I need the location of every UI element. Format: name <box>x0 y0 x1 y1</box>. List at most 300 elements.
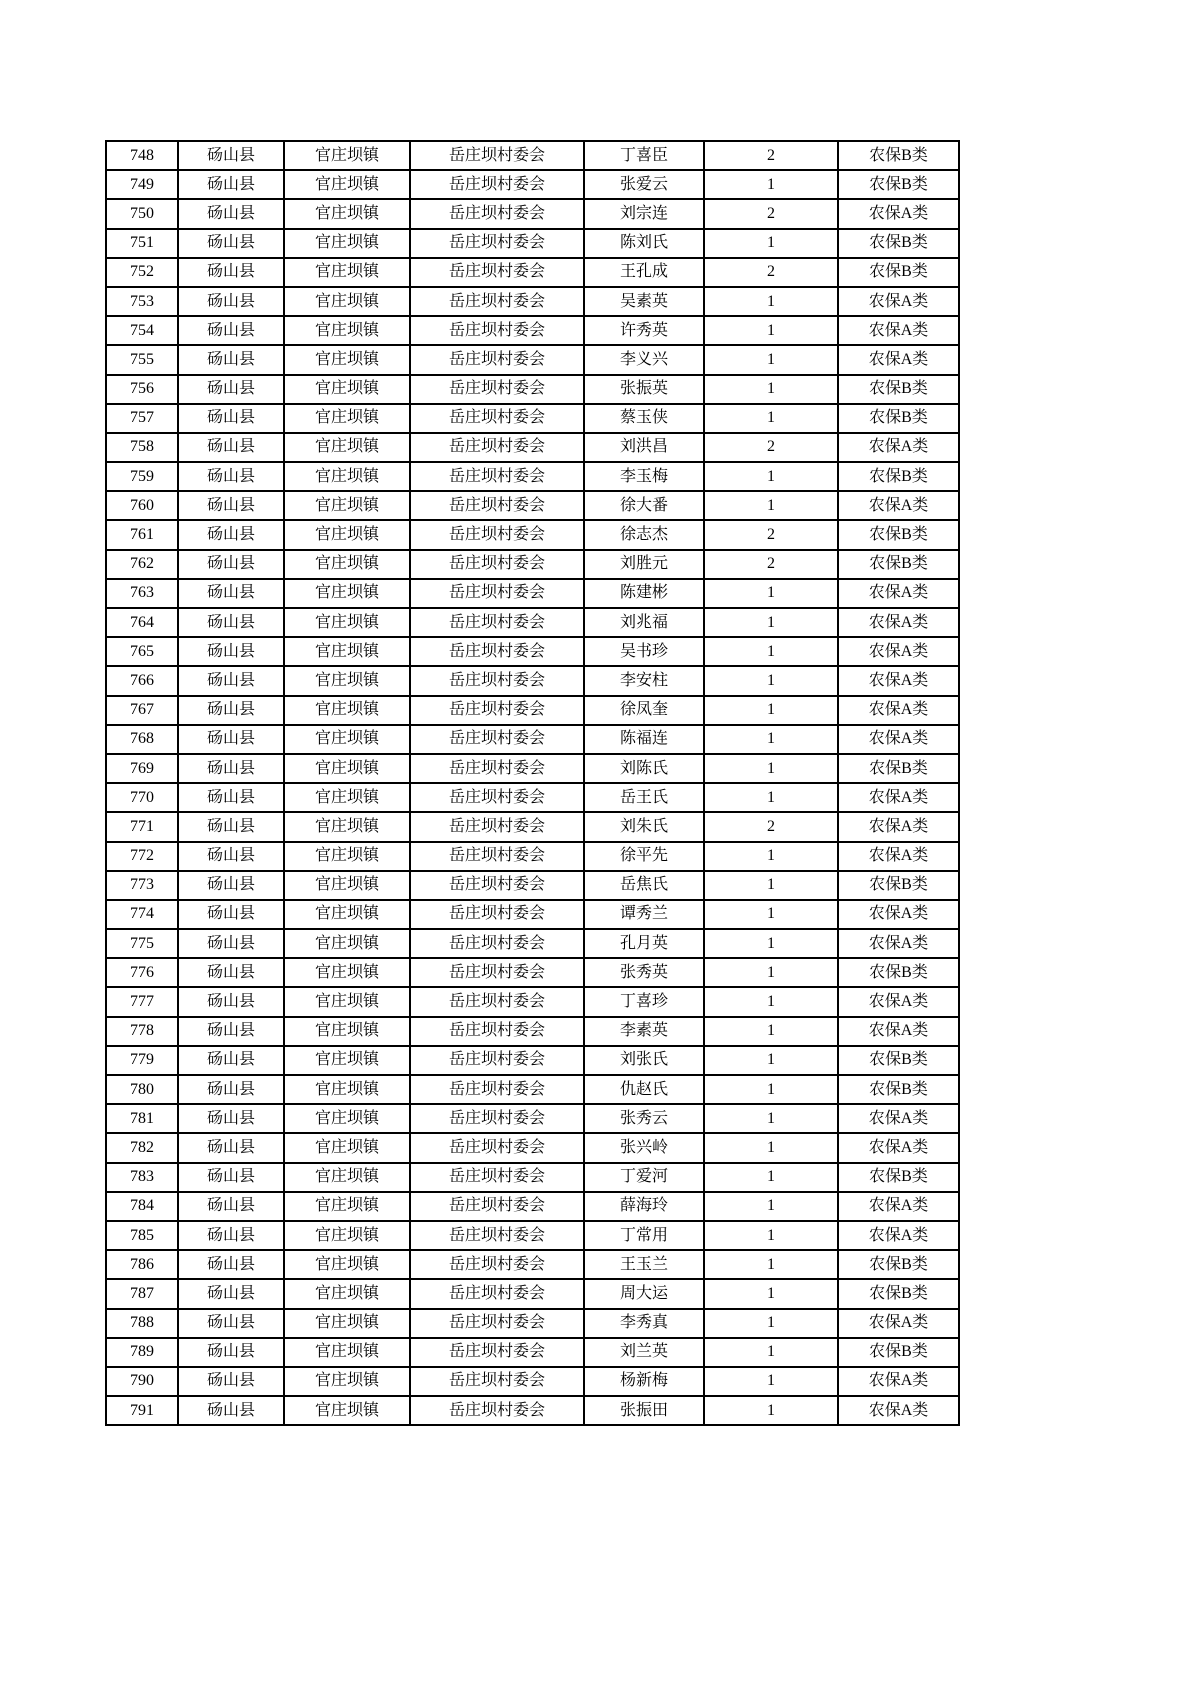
cell-county: 砀山县 <box>178 958 284 987</box>
cell-person-name: 徐凤奎 <box>584 696 704 725</box>
cell-village: 岳庄坝村委会 <box>410 929 584 958</box>
cell-town: 官庄坝镇 <box>284 783 410 812</box>
cell-serial: 778 <box>106 1017 178 1046</box>
cell-count: 1 <box>704 754 838 783</box>
cell-count: 1 <box>704 287 838 316</box>
cell-category: 农保A类 <box>838 345 959 374</box>
cell-town: 官庄坝镇 <box>284 258 410 287</box>
table-row <box>106 987 959 1016</box>
cell-town: 官庄坝镇 <box>284 520 410 549</box>
cell-serial: 780 <box>106 1075 178 1104</box>
cell-town: 官庄坝镇 <box>284 404 410 433</box>
cell-serial: 752 <box>106 258 178 287</box>
cell-person-name: 丁喜臣 <box>584 141 704 170</box>
cell-county: 砀山县 <box>178 375 284 404</box>
cell-person-name: 吴书珍 <box>584 637 704 666</box>
cell-count: 1 <box>704 987 838 1016</box>
cell-village: 岳庄坝村委会 <box>410 170 584 199</box>
cell-person-name: 周大运 <box>584 1279 704 1308</box>
cell-village: 岳庄坝村委会 <box>410 1046 584 1075</box>
cell-category: 农保A类 <box>838 842 959 871</box>
cell-county: 砀山县 <box>178 1046 284 1075</box>
cell-count: 1 <box>704 316 838 345</box>
cell-person-name: 刘胜元 <box>584 550 704 579</box>
cell-village: 岳庄坝村委会 <box>410 1221 584 1250</box>
cell-serial: 766 <box>106 666 178 695</box>
table-row <box>106 1250 959 1279</box>
cell-serial: 788 <box>106 1309 178 1338</box>
cell-serial: 790 <box>106 1367 178 1396</box>
cell-count: 1 <box>704 783 838 812</box>
cell-category: 农保B类 <box>838 1279 959 1308</box>
cell-count: 1 <box>704 1279 838 1308</box>
cell-county: 砀山县 <box>178 754 284 783</box>
cell-serial: 757 <box>106 404 178 433</box>
cell-person-name: 刘宗连 <box>584 199 704 228</box>
cell-town: 官庄坝镇 <box>284 1104 410 1133</box>
table-row <box>106 229 959 258</box>
cell-person-name: 刘张氏 <box>584 1046 704 1075</box>
cell-count: 1 <box>704 375 838 404</box>
cell-town: 官庄坝镇 <box>284 1017 410 1046</box>
table-row <box>106 900 959 929</box>
cell-category: 农保A类 <box>838 900 959 929</box>
cell-category: 农保B类 <box>838 958 959 987</box>
cell-count: 2 <box>704 812 838 841</box>
cell-category: 农保B类 <box>838 462 959 491</box>
cell-person-name: 陈刘氏 <box>584 229 704 258</box>
cell-serial: 753 <box>106 287 178 316</box>
cell-count: 1 <box>704 1017 838 1046</box>
cell-category: 农保A类 <box>838 1192 959 1221</box>
cell-person-name: 张振英 <box>584 375 704 404</box>
cell-count: 1 <box>704 1309 838 1338</box>
cell-count: 1 <box>704 725 838 754</box>
cell-serial: 751 <box>106 229 178 258</box>
cell-person-name: 孔月英 <box>584 929 704 958</box>
cell-village: 岳庄坝村委会 <box>410 1250 584 1279</box>
cell-person-name: 刘洪昌 <box>584 433 704 462</box>
table-row <box>106 1396 959 1425</box>
cell-person-name: 王玉兰 <box>584 1250 704 1279</box>
cell-serial: 791 <box>106 1396 178 1425</box>
cell-town: 官庄坝镇 <box>284 199 410 228</box>
cell-serial: 769 <box>106 754 178 783</box>
cell-village: 岳庄坝村委会 <box>410 1017 584 1046</box>
cell-category: 农保B类 <box>838 754 959 783</box>
cell-count: 1 <box>704 929 838 958</box>
table-row <box>106 550 959 579</box>
cell-village: 岳庄坝村委会 <box>410 871 584 900</box>
cell-serial: 781 <box>106 1104 178 1133</box>
cell-serial: 768 <box>106 725 178 754</box>
cell-category: 农保A类 <box>838 1309 959 1338</box>
cell-town: 官庄坝镇 <box>284 812 410 841</box>
cell-category: 农保B类 <box>838 520 959 549</box>
cell-serial: 782 <box>106 1133 178 1162</box>
cell-town: 官庄坝镇 <box>284 345 410 374</box>
cell-village: 岳庄坝村委会 <box>410 375 584 404</box>
cell-town: 官庄坝镇 <box>284 433 410 462</box>
cell-category: 农保B类 <box>838 1250 959 1279</box>
cell-category: 农保B类 <box>838 871 959 900</box>
cell-count: 2 <box>704 258 838 287</box>
cell-county: 砀山县 <box>178 1163 284 1192</box>
cell-count: 1 <box>704 404 838 433</box>
cell-village: 岳庄坝村委会 <box>410 637 584 666</box>
cell-county: 砀山县 <box>178 1279 284 1308</box>
cell-serial: 789 <box>106 1338 178 1367</box>
cell-county: 砀山县 <box>178 345 284 374</box>
cell-count: 1 <box>704 1250 838 1279</box>
cell-village: 岳庄坝村委会 <box>410 754 584 783</box>
cell-person-name: 李玉梅 <box>584 462 704 491</box>
cell-serial: 761 <box>106 520 178 549</box>
cell-category: 农保A类 <box>838 725 959 754</box>
cell-person-name: 丁喜珍 <box>584 987 704 1016</box>
table-row <box>106 1192 959 1221</box>
cell-category: 农保A类 <box>838 666 959 695</box>
table-row <box>106 170 959 199</box>
table-row <box>106 316 959 345</box>
cell-town: 官庄坝镇 <box>284 666 410 695</box>
cell-town: 官庄坝镇 <box>284 900 410 929</box>
table-row <box>106 258 959 287</box>
cell-count: 1 <box>704 842 838 871</box>
cell-count: 2 <box>704 433 838 462</box>
cell-serial: 748 <box>106 141 178 170</box>
cell-county: 砀山县 <box>178 258 284 287</box>
cell-serial: 774 <box>106 900 178 929</box>
cell-category: 农保B类 <box>838 404 959 433</box>
cell-count: 1 <box>704 637 838 666</box>
cell-serial: 786 <box>106 1250 178 1279</box>
cell-county: 砀山县 <box>178 900 284 929</box>
cell-category: 农保A类 <box>838 608 959 637</box>
cell-town: 官庄坝镇 <box>284 987 410 1016</box>
cell-serial: 785 <box>106 1221 178 1250</box>
cell-serial: 784 <box>106 1192 178 1221</box>
cell-county: 砀山县 <box>178 229 284 258</box>
cell-person-name: 李素英 <box>584 1017 704 1046</box>
table-row <box>106 1163 959 1192</box>
cell-person-name: 岳王氏 <box>584 783 704 812</box>
cell-county: 砀山县 <box>178 141 284 170</box>
cell-category: 农保A类 <box>838 1367 959 1396</box>
roster-table <box>105 140 960 1426</box>
cell-village: 岳庄坝村委会 <box>410 141 584 170</box>
cell-town: 官庄坝镇 <box>284 929 410 958</box>
cell-county: 砀山县 <box>178 1133 284 1162</box>
cell-person-name: 李安柱 <box>584 666 704 695</box>
table-row <box>106 783 959 812</box>
cell-serial: 760 <box>106 491 178 520</box>
cell-village: 岳庄坝村委会 <box>410 958 584 987</box>
cell-count: 1 <box>704 170 838 199</box>
cell-village: 岳庄坝村委会 <box>410 258 584 287</box>
cell-category: 农保A类 <box>838 929 959 958</box>
table-row <box>106 520 959 549</box>
cell-county: 砀山县 <box>178 608 284 637</box>
cell-town: 官庄坝镇 <box>284 287 410 316</box>
cell-count: 1 <box>704 1338 838 1367</box>
cell-county: 砀山县 <box>178 579 284 608</box>
cell-county: 砀山县 <box>178 1075 284 1104</box>
cell-serial: 758 <box>106 433 178 462</box>
table-row <box>106 1338 959 1367</box>
cell-village: 岳庄坝村委会 <box>410 1104 584 1133</box>
table-row <box>106 1104 959 1133</box>
cell-person-name: 徐平先 <box>584 842 704 871</box>
cell-serial: 773 <box>106 871 178 900</box>
cell-count: 2 <box>704 550 838 579</box>
table-row <box>106 1309 959 1338</box>
table-row <box>106 637 959 666</box>
cell-county: 砀山县 <box>178 1104 284 1133</box>
cell-count: 1 <box>704 579 838 608</box>
cell-village: 岳庄坝村委会 <box>410 345 584 374</box>
cell-serial: 777 <box>106 987 178 1016</box>
cell-category: 农保A类 <box>838 579 959 608</box>
cell-town: 官庄坝镇 <box>284 1309 410 1338</box>
cell-town: 官庄坝镇 <box>284 579 410 608</box>
cell-person-name: 蔡玉侠 <box>584 404 704 433</box>
table-row <box>106 1367 959 1396</box>
table-row <box>106 725 959 754</box>
table-row <box>106 462 959 491</box>
table-row <box>106 842 959 871</box>
cell-person-name: 张振田 <box>584 1396 704 1425</box>
cell-town: 官庄坝镇 <box>284 1046 410 1075</box>
cell-county: 砀山县 <box>178 433 284 462</box>
cell-serial: 763 <box>106 579 178 608</box>
table-row <box>106 958 959 987</box>
cell-county: 砀山县 <box>178 287 284 316</box>
cell-county: 砀山县 <box>178 1221 284 1250</box>
cell-count: 1 <box>704 696 838 725</box>
cell-county: 砀山县 <box>178 1192 284 1221</box>
cell-town: 官庄坝镇 <box>284 608 410 637</box>
cell-town: 官庄坝镇 <box>284 725 410 754</box>
cell-county: 砀山县 <box>178 520 284 549</box>
cell-serial: 749 <box>106 170 178 199</box>
cell-person-name: 岳焦氏 <box>584 871 704 900</box>
cell-serial: 754 <box>106 316 178 345</box>
cell-person-name: 张爱云 <box>584 170 704 199</box>
cell-town: 官庄坝镇 <box>284 958 410 987</box>
cell-serial: 762 <box>106 550 178 579</box>
cell-county: 砀山县 <box>178 404 284 433</box>
cell-person-name: 薛海玲 <box>584 1192 704 1221</box>
cell-town: 官庄坝镇 <box>284 1163 410 1192</box>
cell-serial: 755 <box>106 345 178 374</box>
cell-village: 岳庄坝村委会 <box>410 550 584 579</box>
cell-person-name: 陈建彬 <box>584 579 704 608</box>
cell-village: 岳庄坝村委会 <box>410 666 584 695</box>
cell-count: 2 <box>704 199 838 228</box>
table-row <box>106 754 959 783</box>
cell-town: 官庄坝镇 <box>284 1192 410 1221</box>
cell-village: 岳庄坝村委会 <box>410 433 584 462</box>
cell-person-name: 李义兴 <box>584 345 704 374</box>
cell-person-name: 张秀英 <box>584 958 704 987</box>
cell-person-name: 丁爱河 <box>584 1163 704 1192</box>
cell-town: 官庄坝镇 <box>284 871 410 900</box>
table-row <box>106 696 959 725</box>
cell-category: 农保A类 <box>838 696 959 725</box>
cell-town: 官庄坝镇 <box>284 1221 410 1250</box>
cell-category: 农保A类 <box>838 199 959 228</box>
cell-town: 官庄坝镇 <box>284 141 410 170</box>
cell-serial: 787 <box>106 1279 178 1308</box>
cell-person-name: 仇赵氏 <box>584 1075 704 1104</box>
cell-category: 农保B类 <box>838 1163 959 1192</box>
cell-category: 农保B类 <box>838 550 959 579</box>
cell-town: 官庄坝镇 <box>284 491 410 520</box>
cell-town: 官庄坝镇 <box>284 550 410 579</box>
cell-category: 农保A类 <box>838 783 959 812</box>
cell-village: 岳庄坝村委会 <box>410 316 584 345</box>
cell-serial: 765 <box>106 637 178 666</box>
roster-body <box>106 141 959 1425</box>
cell-village: 岳庄坝村委会 <box>410 696 584 725</box>
table-row <box>106 491 959 520</box>
cell-county: 砀山县 <box>178 1396 284 1425</box>
cell-county: 砀山县 <box>178 462 284 491</box>
table-row <box>106 404 959 433</box>
table-row <box>106 1279 959 1308</box>
cell-count: 1 <box>704 1163 838 1192</box>
table-row <box>106 433 959 462</box>
cell-count: 1 <box>704 608 838 637</box>
cell-category: 农保A类 <box>838 433 959 462</box>
cell-serial: 770 <box>106 783 178 812</box>
cell-count: 1 <box>704 1104 838 1133</box>
cell-category: 农保B类 <box>838 258 959 287</box>
cell-county: 砀山县 <box>178 842 284 871</box>
cell-village: 岳庄坝村委会 <box>410 608 584 637</box>
cell-town: 官庄坝镇 <box>284 1279 410 1308</box>
cell-county: 砀山县 <box>178 1367 284 1396</box>
cell-village: 岳庄坝村委会 <box>410 842 584 871</box>
cell-serial: 750 <box>106 199 178 228</box>
cell-person-name: 刘兰英 <box>584 1338 704 1367</box>
cell-county: 砀山县 <box>178 550 284 579</box>
table-row <box>106 287 959 316</box>
cell-county: 砀山县 <box>178 929 284 958</box>
cell-village: 岳庄坝村委会 <box>410 987 584 1016</box>
cell-count: 1 <box>704 666 838 695</box>
cell-village: 岳庄坝村委会 <box>410 1075 584 1104</box>
cell-town: 官庄坝镇 <box>284 1075 410 1104</box>
cell-town: 官庄坝镇 <box>284 754 410 783</box>
cell-count: 1 <box>704 1075 838 1104</box>
cell-village: 岳庄坝村委会 <box>410 491 584 520</box>
cell-person-name: 吴素英 <box>584 287 704 316</box>
cell-town: 官庄坝镇 <box>284 1338 410 1367</box>
table-row <box>106 812 959 841</box>
cell-serial: 767 <box>106 696 178 725</box>
cell-count: 1 <box>704 1367 838 1396</box>
cell-category: 农保A类 <box>838 1396 959 1425</box>
table-row <box>106 608 959 637</box>
cell-serial: 776 <box>106 958 178 987</box>
cell-category: 农保A类 <box>838 637 959 666</box>
cell-county: 砀山县 <box>178 666 284 695</box>
cell-town: 官庄坝镇 <box>284 316 410 345</box>
cell-village: 岳庄坝村委会 <box>410 579 584 608</box>
cell-category: 农保B类 <box>838 375 959 404</box>
table-row <box>106 199 959 228</box>
cell-town: 官庄坝镇 <box>284 1367 410 1396</box>
table-row <box>106 666 959 695</box>
cell-county: 砀山县 <box>178 812 284 841</box>
cell-count: 1 <box>704 1221 838 1250</box>
cell-serial: 764 <box>106 608 178 637</box>
cell-count: 1 <box>704 1192 838 1221</box>
cell-village: 岳庄坝村委会 <box>410 1279 584 1308</box>
cell-village: 岳庄坝村委会 <box>410 1338 584 1367</box>
cell-person-name: 张秀云 <box>584 1104 704 1133</box>
cell-category: 农保B类 <box>838 1046 959 1075</box>
cell-serial: 771 <box>106 812 178 841</box>
cell-count: 1 <box>704 1396 838 1425</box>
table-row <box>106 375 959 404</box>
cell-county: 砀山县 <box>178 696 284 725</box>
cell-serial: 779 <box>106 1046 178 1075</box>
cell-county: 砀山县 <box>178 1017 284 1046</box>
cell-serial: 783 <box>106 1163 178 1192</box>
cell-village: 岳庄坝村委会 <box>410 900 584 929</box>
cell-person-name: 许秀英 <box>584 316 704 345</box>
cell-town: 官庄坝镇 <box>284 1133 410 1162</box>
cell-person-name: 张兴岭 <box>584 1133 704 1162</box>
cell-category: 农保A类 <box>838 287 959 316</box>
cell-county: 砀山县 <box>178 316 284 345</box>
cell-village: 岳庄坝村委会 <box>410 404 584 433</box>
cell-category: 农保B类 <box>838 1338 959 1367</box>
cell-count: 1 <box>704 345 838 374</box>
cell-village: 岳庄坝村委会 <box>410 1396 584 1425</box>
cell-county: 砀山县 <box>178 199 284 228</box>
cell-county: 砀山县 <box>178 170 284 199</box>
cell-count: 2 <box>704 520 838 549</box>
cell-serial: 775 <box>106 929 178 958</box>
cell-county: 砀山县 <box>178 1309 284 1338</box>
cell-category: 农保A类 <box>838 316 959 345</box>
cell-town: 官庄坝镇 <box>284 462 410 491</box>
table-row <box>106 1075 959 1104</box>
cell-town: 官庄坝镇 <box>284 170 410 199</box>
cell-town: 官庄坝镇 <box>284 1250 410 1279</box>
cell-town: 官庄坝镇 <box>284 375 410 404</box>
cell-village: 岳庄坝村委会 <box>410 812 584 841</box>
cell-village: 岳庄坝村委会 <box>410 1309 584 1338</box>
table-row <box>106 1221 959 1250</box>
cell-village: 岳庄坝村委会 <box>410 1192 584 1221</box>
cell-person-name: 丁常用 <box>584 1221 704 1250</box>
table-row <box>106 141 959 170</box>
cell-serial: 759 <box>106 462 178 491</box>
cell-person-name: 徐志杰 <box>584 520 704 549</box>
cell-village: 岳庄坝村委会 <box>410 783 584 812</box>
cell-category: 农保B类 <box>838 1075 959 1104</box>
cell-village: 岳庄坝村委会 <box>410 1367 584 1396</box>
cell-village: 岳庄坝村委会 <box>410 725 584 754</box>
cell-village: 岳庄坝村委会 <box>410 520 584 549</box>
cell-town: 官庄坝镇 <box>284 229 410 258</box>
cell-person-name: 刘陈氏 <box>584 754 704 783</box>
